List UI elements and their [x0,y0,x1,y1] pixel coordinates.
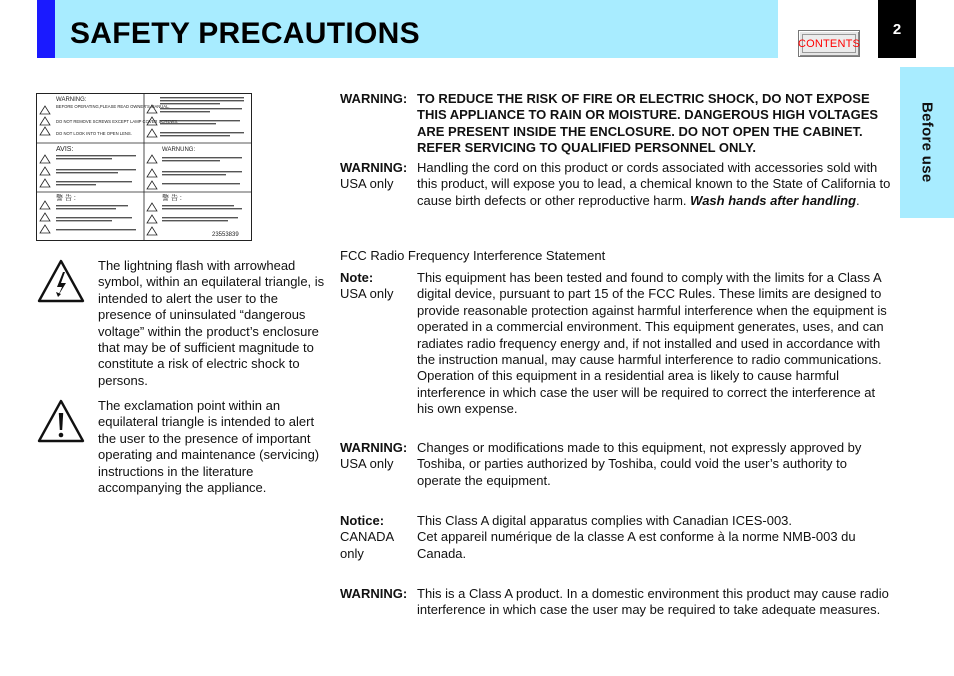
warning-modifications-text: Changes or modifications made to this equipment, not expressly approved by Toshiba, or parties authorized by Toshiba, could void the user’s authority to operate the equipment. [417,440,862,488]
warning-lead-cord-tail: . [856,192,860,208]
notice-canada-text-en: This Class A digital apparatus complies with Canadian ICES-003. [417,513,793,528]
entry-label: Note: [340,270,374,285]
entry-label: WARNING: [340,586,408,601]
exclamation-symbol-explanation [37,398,327,513]
label-japanese-title-right: 警 告 : [162,195,182,202]
section-tab-label: Before use [918,102,936,183]
lightning-symbol-explanation [37,258,327,393]
contents-button[interactable] [798,30,860,57]
label-warnung-title: WARNUNG: [162,147,196,153]
entry-sublabel: USA only [340,176,394,192]
contents-button-label: CONTENTS [802,34,856,53]
warning-class-a [340,586,892,638]
label-warning-en-line-2: DO NOT REMOVE SCREWS EXCEPT LAMP COVER SCREWS. [56,119,179,124]
entry-sublabel: USA only [340,456,394,472]
lightning-triangle-icon [37,258,85,304]
exclamation-symbol-text: The exclamation point within an equilateral triangle is intended to alert the user to the presence of important operating and maintenance (servicing) instructions in the literature accompanying the appliance. [98,398,320,496]
page-number: 2 [878,0,916,58]
notice-canada-text-fr: Cet appareil numérique de la classe A est conforme à la norme NMB-003 du Canada. [417,529,856,561]
entry-sublabel: CANADA only [340,529,394,561]
notice-canada [340,513,892,565]
exclamation-triangle-icon [37,398,85,444]
entry-label: WARNING: [340,91,408,106]
label-serial-number: 23553839 [212,232,239,238]
fcc-note [340,270,892,420]
entry-sublabel: USA only [340,286,394,302]
label-warning-en-line-3: DO NOT LOOK INTO THE OPEN LENS. [56,131,132,136]
entry-label: Notice: [340,513,385,528]
warning-lead-cord [340,160,892,228]
warning-fire-shock [340,91,892,159]
section-tab-before-use[interactable] [900,67,954,218]
entry-label: WARNING: [340,160,408,175]
page-title: SAFETY PRECAUTIONS [70,17,420,50]
label-warning-en-title: WARNING: [56,97,87,103]
warning-modifications [340,440,892,492]
warning-lead-cord-body: Handling the cord on this product or cords associated with accessories sold with this product, will expose you to lead, a chemical known to the State of California to cause birth defects or other reproductive harm. [417,160,891,208]
wash-hands-emphasis: Wash hands after handling [690,192,857,208]
warning-fire-shock-text: TO REDUCE THE RISK OF FIRE OR ELECTRIC SHOCK, DO NOT EXPOSE THIS APPLIANCE TO RAIN OR MOISTURE. DANGEROUS HIGH VOLTAGES ARE PRESENT INSIDE THE ENCLOSURE. DO NOT OPEN THE CABINET. REFER SERVICING TO QUALIFIED PERSONNEL ONLY. [417,91,879,156]
warning-label-illustration [36,93,252,241]
fcc-note-text: This equipment has been tested and found to comply with the limits for a Class A digital device, pursuant to part 15 of the FCC Rules. These limits are designed to provide reasonable protection against harmful interference when the equipment is operated in a commercial environment. This equipment generates, uses, and can radiates radio frequency energy and, if not installed and used in accordance with the instruction manual, may cause harmful interference to radio communications. Operation of this equipment in a residential area is likely to cause harmful interference in which case the user will be required to correct the interference at his own expense. [417,270,887,417]
lightning-symbol-text: The lightning flash with arrowhead symbol, within an equilateral triangle, is intended to alert the user to the presence of uninsulated “dangerous voltage” within the product’s enclosure that may be of sufficient magnitude to constitute a risk of electric shock to persons. [98,258,325,388]
warning-class-a-text: This is a Class A product. In a domestic environment this product may cause radio interference in which case the user may be required to take adequate measures. [417,586,889,618]
warning-lead-cord-text [417,160,891,209]
warning-label-plate [36,93,252,241]
fcc-heading: FCC Radio Frequency Interference Statement [340,248,606,263]
label-avis-title: AVIS: [56,146,74,153]
entry-label: WARNING: [340,440,408,455]
label-warning-en-line-1: BEFORE OPERATING,PLEASE READ OWNER'S MANUAL. [56,104,170,109]
label-japanese-title-left: 警 告 : [56,195,76,202]
header-accent-bar [37,0,55,58]
